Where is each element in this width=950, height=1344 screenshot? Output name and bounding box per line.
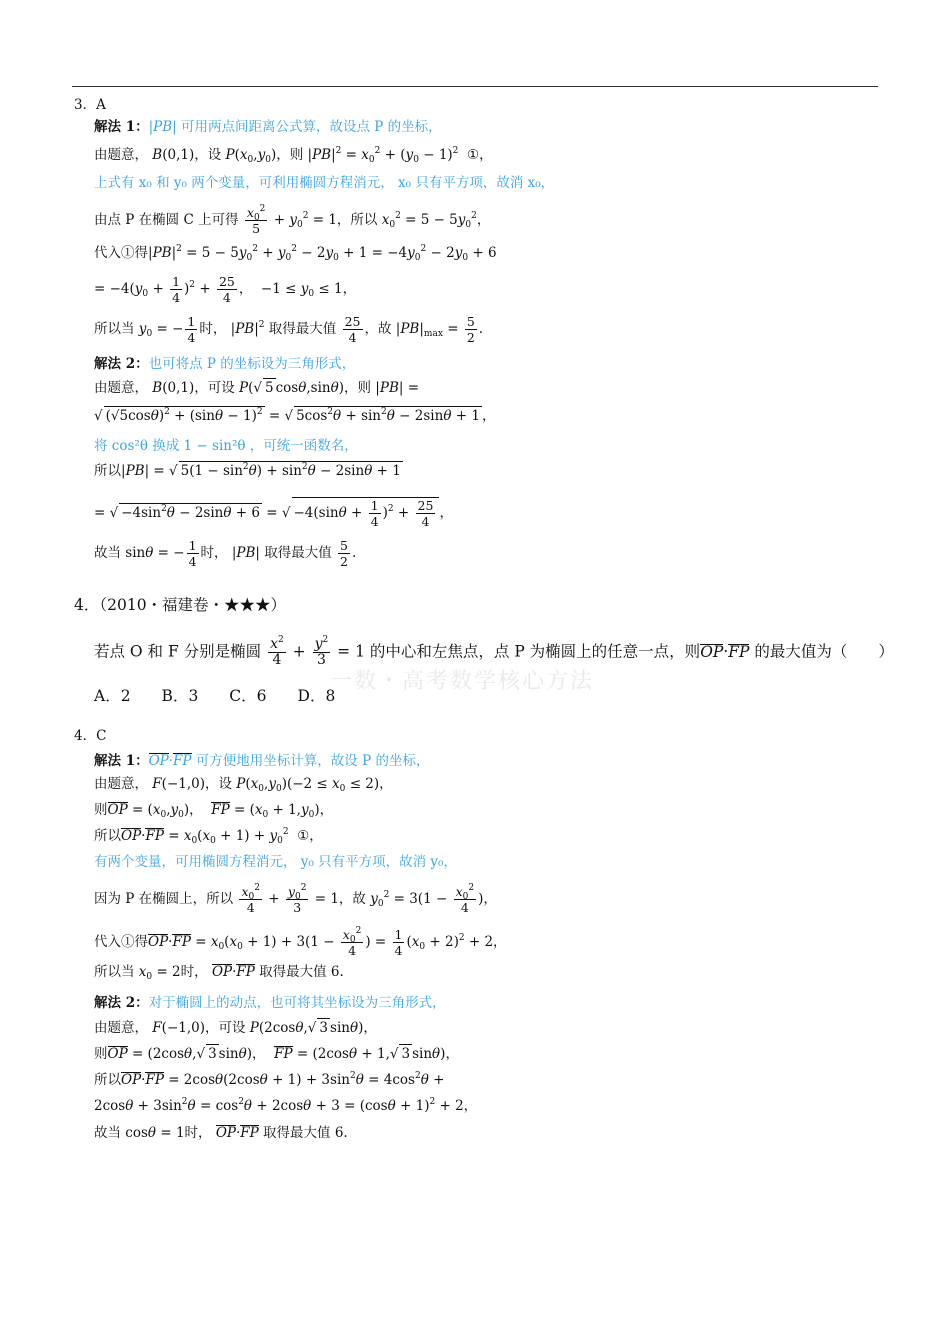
q3-method2-label: 解法 2： bbox=[94, 356, 149, 372]
q3-method1-label: 解法 1： bbox=[94, 119, 149, 135]
q4-method2-label: 解法 2： bbox=[94, 995, 149, 1011]
q3-max-line: 所以当 $y_0$ = − $\frac{1}{4}$ 时， $|PB|^2$ 取得最大值 $\frac{25}{4}$ ，故 $|PB|_{max}$ = $\frac{5}{2}$ . bbox=[94, 314, 484, 345]
q3-elimination-hint: 上式有 x₀ 和 y₀ 两个变量，可利用椭圆方程消元， x₀ 只有平方项，故消 x₀， bbox=[94, 175, 555, 191]
q4-m2-simplify-line: $2\cos\theta + 3\sin^2\theta = \cos^2\theta + 2\cos\theta + 3 = (\cos\theta + 1)^2 + 2$， bbox=[94, 1097, 478, 1114]
q3-m2-distance-line: √ $(√5\cos\theta)^2 + (\sin\theta - 1)^2$ = √ $5\cos^2\theta + \sin^2\theta - 2\sin\theta + 1$ ， bbox=[94, 407, 496, 424]
q4-method1-header: 解法 1：OP·FP 可方便地用坐标计算，故设 P 的坐标， bbox=[94, 753, 430, 769]
q4-method1-hint: 可方便地用坐标计算，故设 P 的坐标， bbox=[195, 753, 430, 769]
q3-method2-header bbox=[94, 355, 355, 373]
q3-method2-hint: 也可将点 P 的坐标设为三角形式， bbox=[148, 356, 356, 372]
q4-m2-setup-line: 由题意， F(−1,0)，可设 P(2cosθ,√ 3 sinθ)， bbox=[94, 1020, 377, 1036]
q4-answer-heading: 4．C bbox=[74, 728, 107, 744]
q4-ellipse-line: 因为 P 在椭圆上，所以 $\frac{x_0^2}{4}$ + $\frac{y_0^2}{3}$ = 1，故 $y_0^2 = 3(1$ − $\frac{x_0^2}{4}$ )， bbox=[94, 883, 497, 915]
q3-m2-simplify-line: = √ $-4\sin^2\theta - 2\sin\theta + 6$ = √ −4(sinθ + $\frac{1}{4}$ )$^2$ + $\frac{25}{4}$ ， bbox=[94, 498, 453, 529]
q3-ellipse-line: 由点 P 在椭圆 C 上可得 $\frac{x_0^2}{5}$ + $y_0^2 = 1$，所以 $x_0^2 = 5 - 5y_0^2$， bbox=[94, 204, 491, 236]
q4-dot-line: 所以$OP\cdot FP = x_0(x_0 + 1) + y_0^2$ ①， bbox=[94, 827, 323, 846]
q3-complete-square-line: = $-4(y_0$ + $\frac{1}{4}$ )$^2$ + $\frac{25}{4}$ ， $-1 \le y_0 \le 1$， bbox=[94, 274, 357, 305]
watermark: 一数・高考数学核心方法 bbox=[330, 669, 595, 694]
q4-method2-hint: 对于椭圆上的动点，也可将其坐标设为三角形式， bbox=[148, 995, 446, 1011]
q3-m2-so-line: 所以|PB| = √ $5(1 - \sin^2\theta) + \sin^2\theta - 2\sin\theta + 1$ bbox=[94, 462, 401, 479]
q4-substitute-line: 代入①得$OP\cdot FP = x_0(x_0 + 1) + 3(1$ − $\frac{x_0^2}{4}$ ) = $\frac{1}{4}$ $(x_0 + 2)^2 + 2$， bbox=[94, 926, 507, 958]
header-rule bbox=[72, 86, 878, 87]
q4-options: A．2 B．3 C．6 D．8 bbox=[94, 687, 336, 705]
q4-elimination-hint: 有两个变量，可用椭圆方程消元， y₀ 只有平方项，故消 y₀， bbox=[94, 854, 457, 870]
q3-answer-text: 3．A bbox=[74, 97, 106, 113]
q4-method2-header bbox=[94, 994, 446, 1012]
q4-max-line: 所以当 $x_0 = 2$时， OP·FP 取得最大值 6. bbox=[94, 964, 344, 982]
q3-m2-final-line: 故当 sinθ = − $\frac{1}{4}$ 时， |PB| 取得最大值 $\frac{5}{2}$ . bbox=[94, 538, 357, 569]
q3-replace-hint: 将 cos²θ 换成 1 − sin²θ ，可统一函数名， bbox=[94, 438, 358, 454]
q4-m2-final-line: 故当 cosθ = 1时， OP·FP 取得最大值 6. bbox=[94, 1125, 348, 1141]
q4-stem: 若点 O 和 F 分别是椭圆 $\frac{x^2}{4}$ + $\frac{y^2}{3}$ = 1 的中心和左焦点，点 P 为椭圆上的任意一点，则OP·FP 的最大值为（ ） bbox=[94, 635, 894, 668]
q3-m2-setup-line: 由题意， B(0,1)，可设 P(√ 5 cosθ,sinθ)，则 |PB| = bbox=[94, 380, 420, 396]
q4-m2-dot-line: 所以$OP\cdot FP = 2\cos\theta(2\cos\theta + 1) + 3\sin^2\theta = 4\cos^2\theta$ + bbox=[94, 1071, 445, 1088]
q3-method1-hint: 可用两点间距离公式算，故设点 P 的坐标， bbox=[181, 119, 442, 135]
q4-m2-vectors-line: 则OP = (2cosθ,√ 3 sinθ)， FP = (2cosθ + 1,√ 3 sinθ)， bbox=[94, 1046, 459, 1062]
q3-method1-header: 解法 1：|PB| 可用两点间距离公式算，故设点 P 的坐标， bbox=[94, 119, 442, 135]
q3-substitute-line: 代入①得$|PB|^2 = 5 - 5y_0^2 + y_0^2 - 2y_0 + 1 = -4y_0^2 - 2y_0 + 6$ bbox=[94, 244, 497, 263]
q4-method1-label: 解法 1： bbox=[94, 753, 149, 769]
q4-heading: 4．（2010・福建卷・★★★） bbox=[74, 596, 287, 614]
q3-setup-line: 由题意， B(0,1)，设 $P(x_0,y_0)$，则 $|PB|^2 = x_0^2 + (y_0 - 1)^2$ ①， bbox=[94, 146, 493, 165]
q4-vectors-line: 则OP = $(x_0,y_0)$， FP = $(x_0 + 1,y_0)$， bbox=[94, 802, 334, 820]
q3-answer-heading bbox=[74, 96, 106, 114]
q4-setup-line: 由题意， F(−1,0)，设 $P(x_0,y_0)(-2 \le x_0 \le 2)$， bbox=[94, 776, 393, 794]
